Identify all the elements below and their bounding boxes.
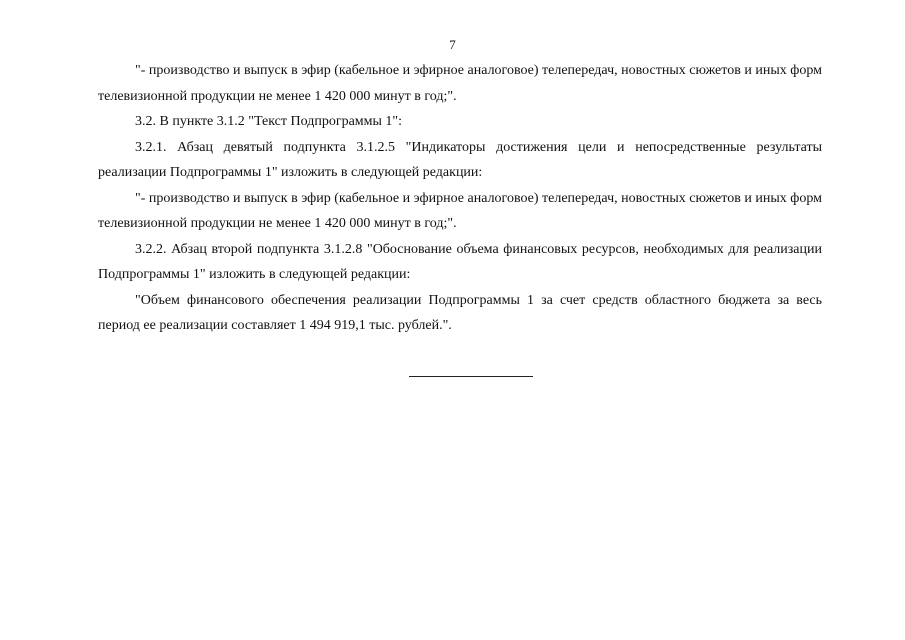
paragraph-clause-3-2-2: 3.2.2. Абзац второй подпункта 3.1.2.8 "Обоснование объема финансовых ресурсов, необходимых для реализации Подпрограммы 1" изложить в следующей редакции:: [98, 241, 822, 282]
paragraph-broadcast-indicator-new: "- производство и выпуск в эфир (кабельное и эфирное аналоговое) телепередач, новостных сюжетов и иных форм телевизионной продукции не менее 1 420 000 минут в год;".: [98, 190, 822, 231]
page-number: 7: [449, 37, 456, 52]
paragraph-clause-3-2: 3.2. В пункте 3.1.2 "Текст Подпрограммы 1":: [135, 114, 403, 129]
paragraph-broadcast-indicator: "- производство и выпуск в эфир (кабельное и эфирное аналоговое) телепередач, новостных сюжетов и иных форм телевизионной продукции не менее 1 420 000 минут в год;".: [98, 63, 822, 104]
paragraph-clause-3-2-1: 3.2.1. Абзац девятый подпункта 3.1.2.5 "Индикаторы достижения цели и непосредственные результаты реализации Подпрограммы 1" изложить в следующей редакции:: [98, 139, 822, 180]
document-body: [98, 58, 822, 339]
paragraph-funding-amount: "Объем финансового обеспечения реализации Подпрограммы 1 за счет средств областного бюджета за весь период ее реализации составляет 1 494 919,1 тыс. рублей.".: [98, 292, 822, 333]
end-divider: [409, 376, 533, 377]
